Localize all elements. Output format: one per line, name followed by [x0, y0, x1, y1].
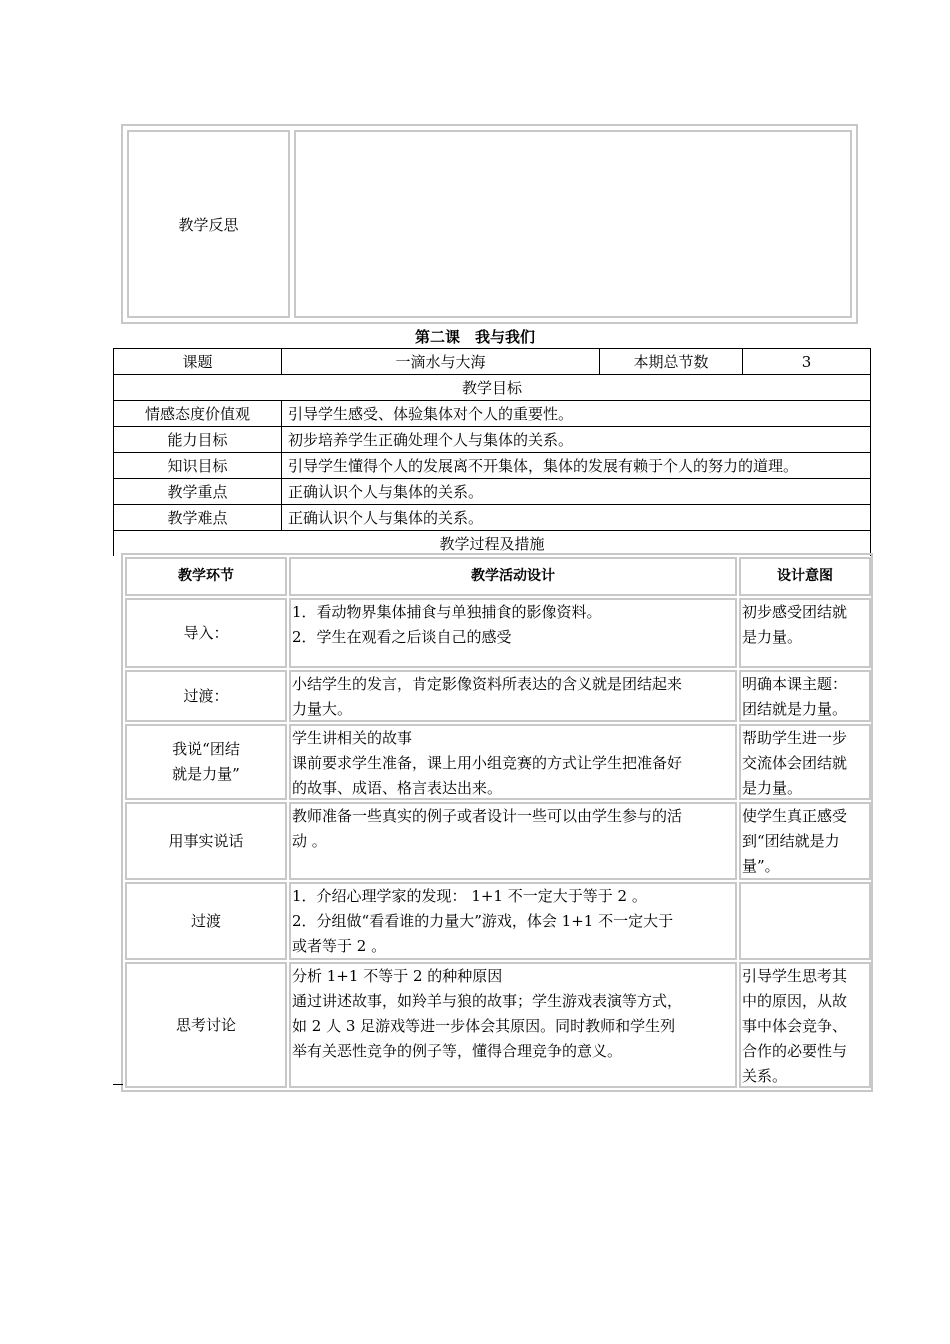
- step-cell: [125, 724, 287, 800]
- objective-label: 能力目标: [114, 427, 282, 453]
- intent-line: 是力量。: [742, 628, 803, 646]
- intent-cell: [739, 598, 871, 668]
- objective-row: [114, 479, 871, 505]
- activity-cell: [289, 598, 737, 668]
- topic-label: 课题: [114, 349, 282, 375]
- activity-line: 2．分组做“看看谁的力量大”游戏，体会 1+1 不一定大于: [292, 912, 674, 930]
- objective-row: [114, 505, 871, 531]
- objective-value: 正确认识个人与集体的关系。: [282, 505, 871, 531]
- lesson-title: 第二课 我与我们: [414, 328, 535, 346]
- intent-cell: [739, 882, 871, 960]
- activity-line: 如 2 人 3 足游戏等进一步体会其原因。同时教师和学生列: [292, 1017, 676, 1035]
- objective-label: 教学难点: [114, 505, 282, 531]
- intent-cell: [739, 724, 871, 800]
- objective-row: [114, 401, 871, 427]
- goals-header: 教学目标: [114, 375, 871, 401]
- intent-line: 中的原因，从故: [742, 992, 848, 1010]
- intent-line: 关系。: [742, 1067, 788, 1085]
- process-table: [121, 553, 873, 1092]
- process-header: 教学过程及措施: [114, 531, 871, 557]
- objective-value: 初步培养学生正确处理个人与集体的关系。: [282, 427, 871, 453]
- objectives-table: [113, 348, 871, 556]
- header-activity: 教学活动设计: [289, 557, 737, 596]
- intent-cell: [739, 962, 871, 1088]
- activity-line: 的故事、成语、格言表达出来。: [292, 779, 503, 797]
- reflection-content-cell: [294, 130, 852, 318]
- activity-cell: [289, 962, 737, 1088]
- reflection-label-cell: [127, 130, 290, 318]
- periods-value: 3: [743, 349, 871, 375]
- intent-line: 量”。: [742, 857, 780, 875]
- activity-cell: [289, 882, 737, 960]
- intent-line: 团结就是力量。: [742, 700, 848, 718]
- intent-line: 明确本课主题：: [742, 675, 848, 693]
- activity-cell: [289, 724, 737, 800]
- intent-line: 到“团结就是力: [742, 832, 840, 850]
- activity-line: 举有关恶性竞争的例子等，懂得合理竞争的意义。: [292, 1042, 623, 1060]
- intent-line: 使学生真正感受: [742, 807, 848, 825]
- step-text: 思考讨论: [175, 1015, 236, 1034]
- activity-line: 2．学生在观看之后谈自己的感受: [292, 628, 512, 646]
- periods-label: 本期总节数: [600, 349, 743, 375]
- header-intent: 设计意图: [739, 557, 871, 596]
- activity-cell: [289, 670, 737, 722]
- objective-value: 引导学生懂得个人的发展离不开集体，集体的发展有赖于个人的努力的道理。: [282, 453, 871, 479]
- step-text: 过渡：: [183, 686, 229, 705]
- activity-line: 1．看动物界集体捕食与单独捕食的影像资料。: [292, 603, 602, 621]
- objective-row: [114, 453, 871, 479]
- objective-label: 情感态度价值观: [114, 401, 282, 427]
- topic-row: [114, 349, 871, 375]
- step-text: 就是力量”: [172, 765, 240, 783]
- reflection-table: [121, 124, 858, 324]
- objective-label: 知识目标: [114, 453, 282, 479]
- objective-label: 教学重点: [114, 479, 282, 505]
- step-text: 导入：: [183, 623, 229, 642]
- activity-line: 小结学生的发言，肯定影像资料所表达的含义就是团结起来: [292, 675, 683, 693]
- activity-cell: [289, 802, 737, 880]
- activity-line: 通过讲述故事，如羚羊与狼的故事；学生游戏表演等方式，: [292, 992, 683, 1010]
- reflection-label: 教学反思: [178, 215, 239, 234]
- objective-value: 正确认识个人与集体的关系。: [282, 479, 871, 505]
- table-edge-mark: [113, 1084, 123, 1085]
- intent-line: 合作的必要性与: [742, 1042, 848, 1060]
- activity-line: 力量大。: [292, 700, 353, 718]
- activity-line: 分析 1+1 不等于 2 的种种原因: [292, 967, 503, 985]
- step-text: 我说“团结: [172, 740, 240, 758]
- activity-line: 动 。: [292, 832, 327, 850]
- intent-line: 帮助学生进一步: [742, 729, 848, 747]
- objective-row: [114, 427, 871, 453]
- step-text: 过渡: [190, 911, 221, 930]
- intent-cell: [739, 802, 871, 880]
- intent-line: 事中体会竞争、: [742, 1017, 848, 1035]
- intent-cell: [739, 670, 871, 722]
- objective-value: 引导学生感受、体验集体对个人的重要性。: [282, 401, 871, 427]
- step-cell: [125, 802, 287, 880]
- intent-line: 交流体会团结就: [742, 754, 848, 772]
- activity-line: 或者等于 2 。: [292, 937, 387, 955]
- step-text: 用事实说话: [168, 831, 244, 850]
- step-cell: [125, 962, 287, 1088]
- intent-line: 初步感受团结就: [742, 603, 848, 621]
- step-cell: [125, 882, 287, 960]
- activity-line: 学生讲相关的故事: [292, 729, 413, 747]
- activity-line: 1．介绍心理学家的发现： 1+1 不一定大于等于 2 。: [292, 887, 647, 905]
- activity-line: 教师准备一些真实的例子或者设计一些可以由学生参与的活: [292, 807, 683, 825]
- topic-value: 一滴水与大海: [282, 349, 600, 375]
- intent-line: 是力量。: [742, 779, 803, 797]
- step-cell: [125, 598, 287, 668]
- intent-line: 引导学生思考其: [742, 967, 848, 985]
- activity-line: 课前要求学生准备，课上用小组竞赛的方式让学生把准备好: [292, 754, 683, 772]
- header-step: 教学环节: [125, 557, 287, 596]
- step-cell: [125, 670, 287, 722]
